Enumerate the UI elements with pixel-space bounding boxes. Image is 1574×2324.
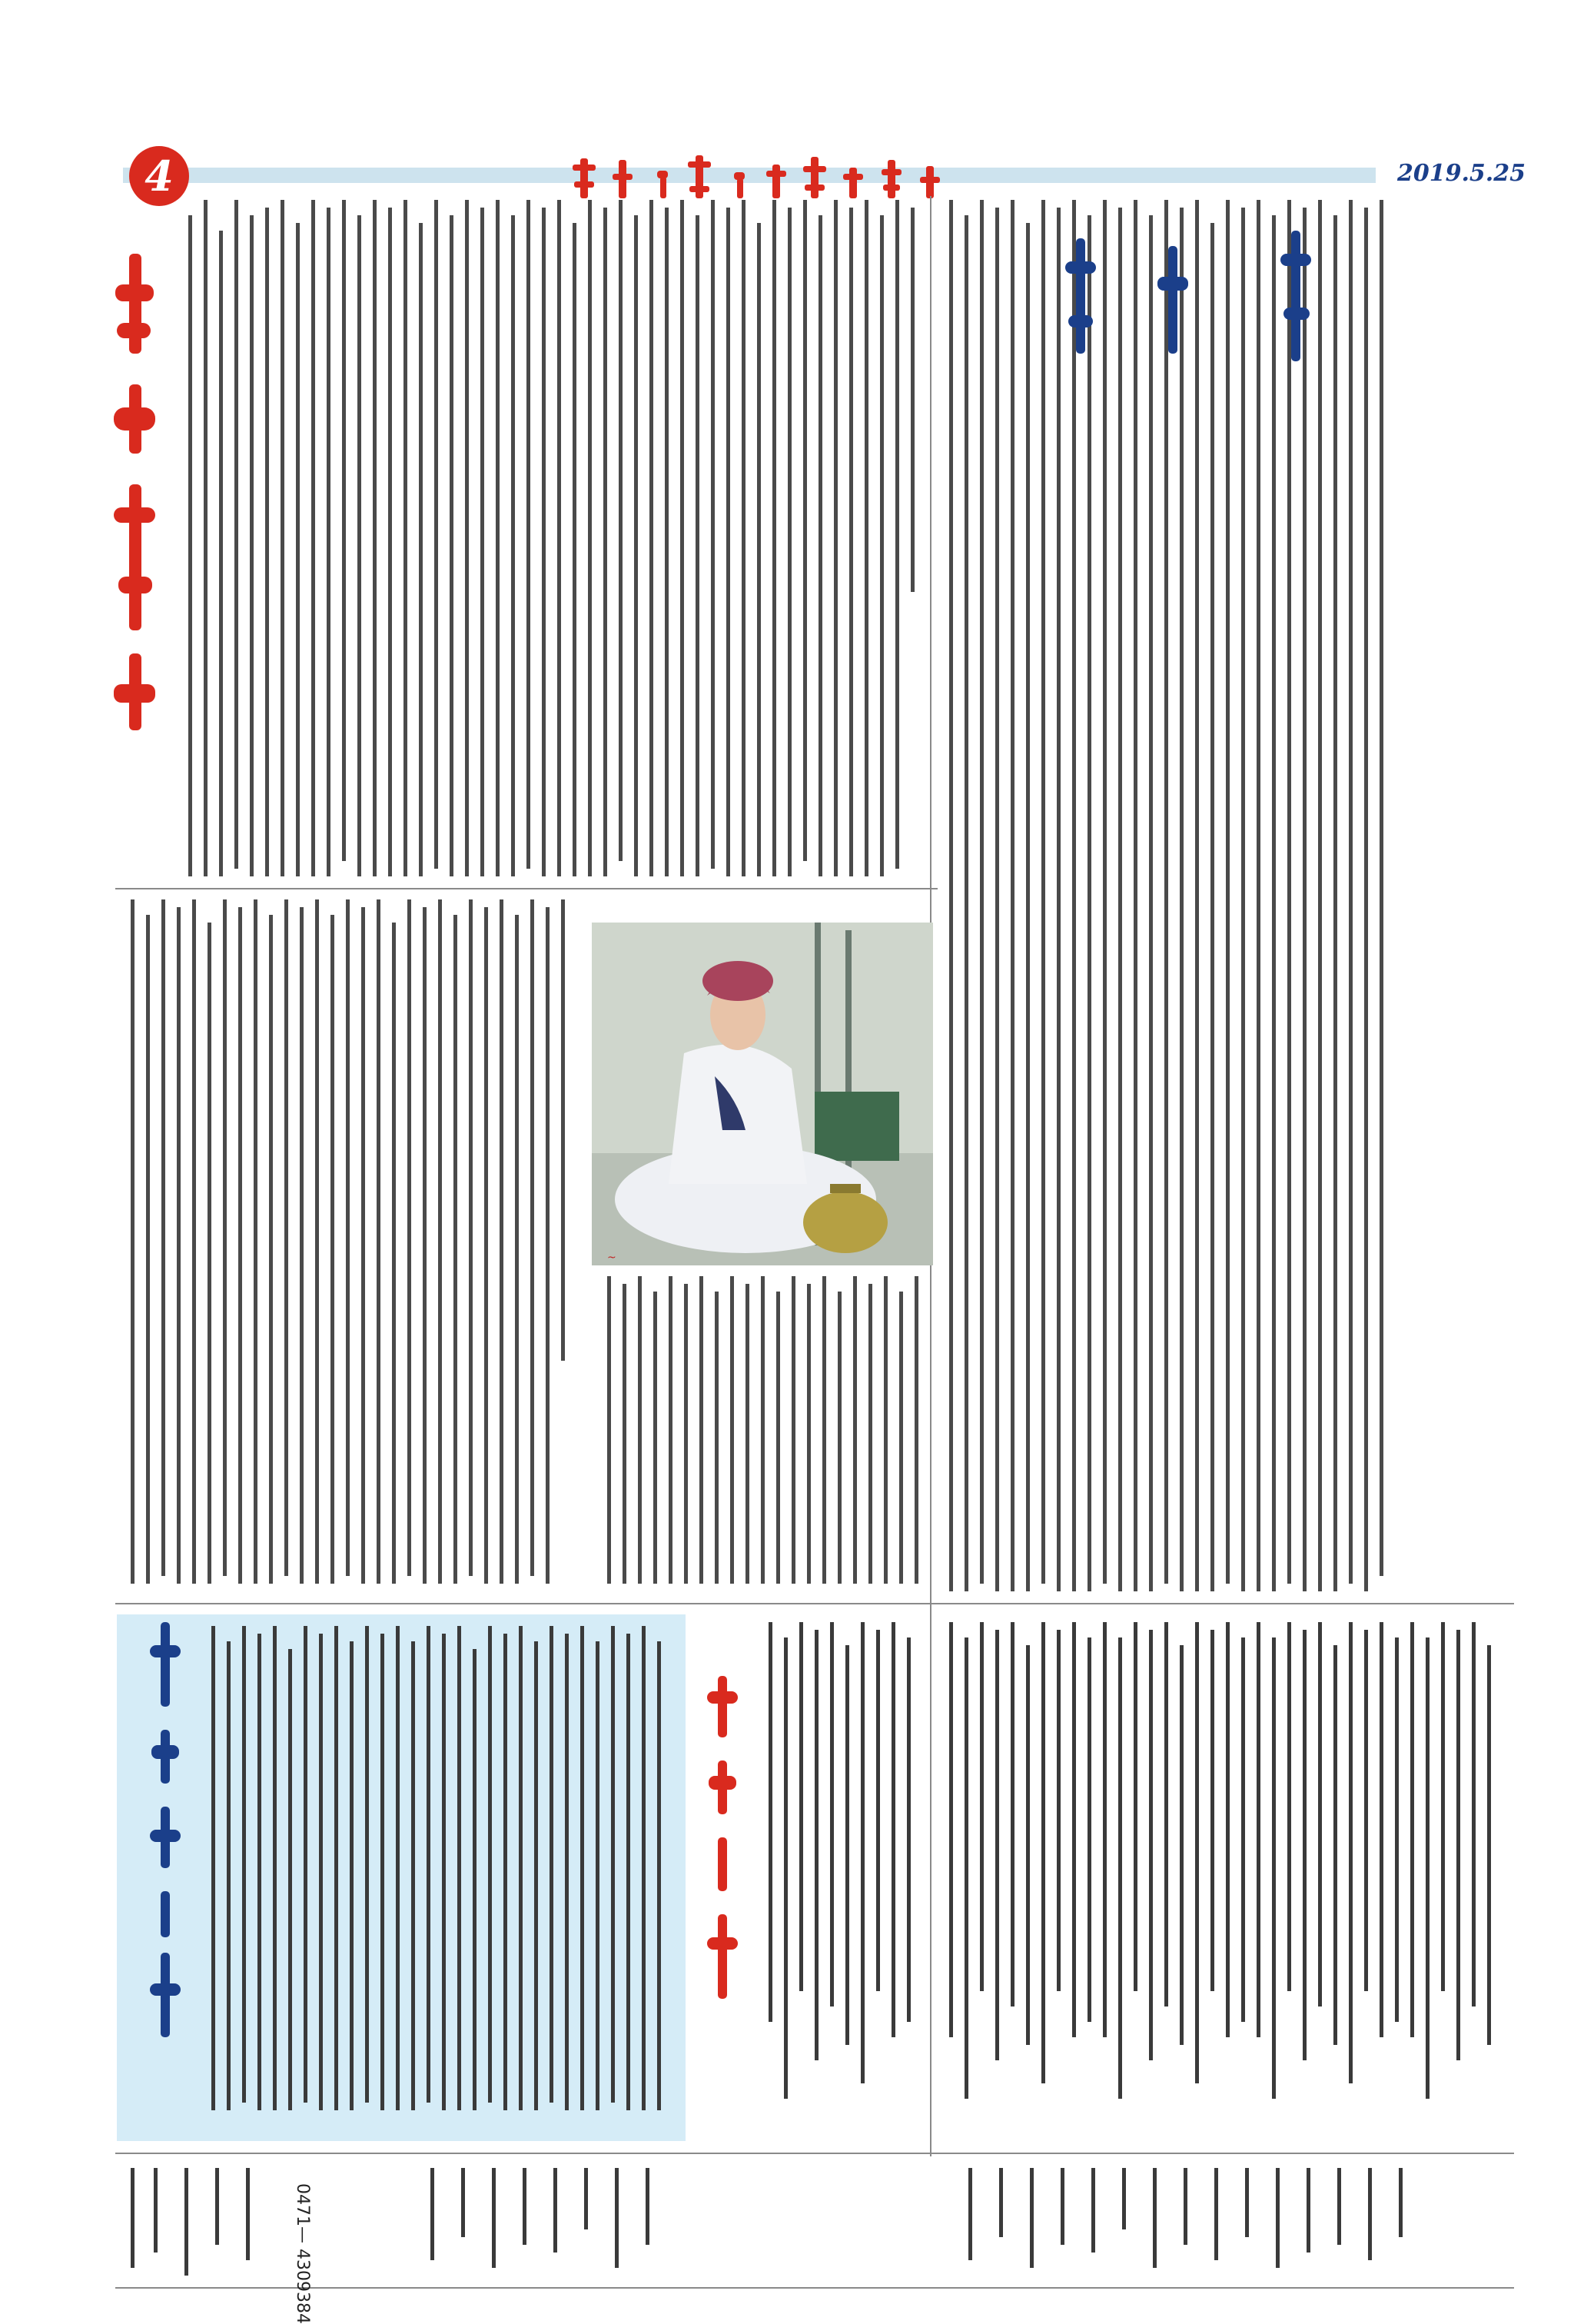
text-columns xyxy=(761,1622,926,2145)
text-columns xyxy=(941,200,1395,1599)
masthead-logo xyxy=(565,151,949,204)
sidebar-text xyxy=(204,1626,680,2118)
footer-credits xyxy=(123,2160,1506,2283)
poem-title-red xyxy=(699,1676,745,1999)
issue-date: 2019.5.25 xyxy=(1396,160,1526,187)
watermark: ~ xyxy=(607,1252,616,1264)
painting-illustration xyxy=(592,923,933,1265)
middle-article-text xyxy=(123,899,584,1595)
text-columns xyxy=(599,1276,926,1595)
article-text-block xyxy=(181,200,918,884)
footer-phone-number: 0471— 4309384 xyxy=(293,2183,312,2324)
poem-text xyxy=(761,1622,926,2145)
sidebar-title xyxy=(142,1622,188,2037)
footer-text-columns xyxy=(123,2160,1506,2283)
bottom-right-poems xyxy=(941,1622,1510,2145)
right-article-title xyxy=(1061,231,1399,361)
page-number-badge: 4 xyxy=(129,146,189,206)
text-columns xyxy=(941,1622,1510,2145)
text-columns xyxy=(181,200,918,884)
text-columns xyxy=(123,899,584,1595)
footer-divider xyxy=(115,2153,1514,2154)
right-article-text xyxy=(941,200,1395,1599)
footer-divider xyxy=(115,2287,1514,2289)
column-divider xyxy=(930,1603,931,2156)
text-columns xyxy=(204,1626,680,2118)
section-divider xyxy=(115,1603,1514,1604)
middle-article-continuation xyxy=(599,1276,926,1595)
section-divider xyxy=(115,888,938,889)
article-title-red xyxy=(100,254,169,730)
